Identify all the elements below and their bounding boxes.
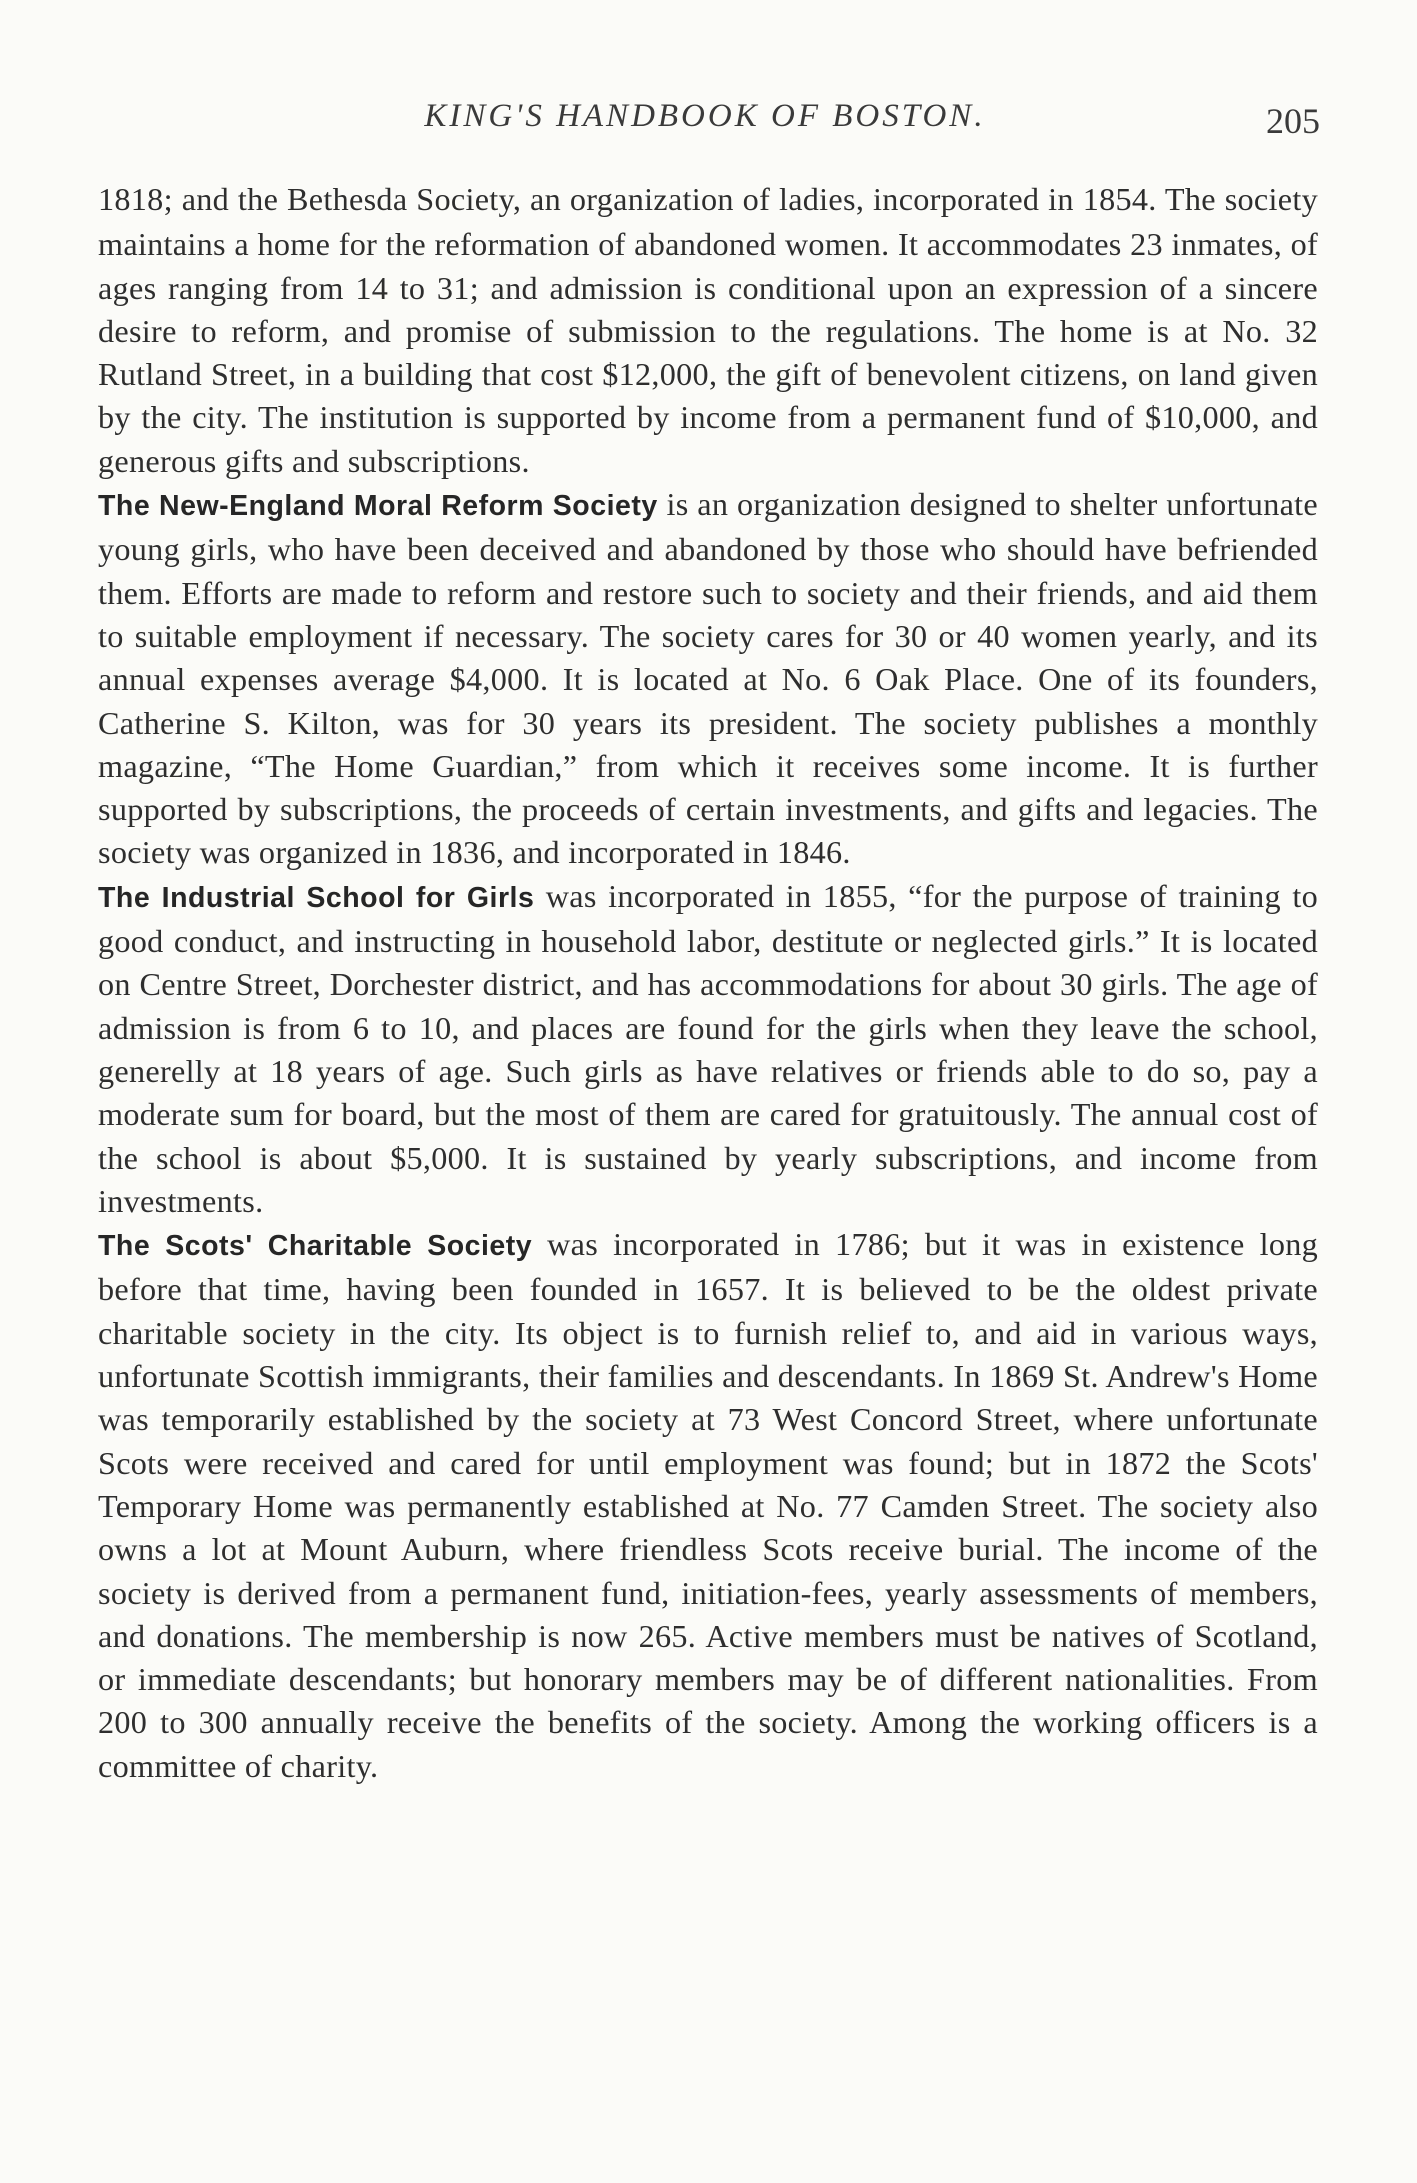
paragraph-text: was incorporated in 1855, “for the purpose of training to good conduct, and instructing in household labor, destitute or neglected girls.” It is located on Centre Street, Dorchester district, and has accommodations for about 30 girls. The age of admission is from 6 to 10, and places are found for the girls when they leave the school, generelly at 18 years of age. Such girls as have relatives or friends able to do so, pay a moderate sum for board, but the most of them are cared for gratuitously. The annual cost of the school is about $5,000. It is sustained by yearly subscriptions, and income from investments. (98, 877, 1319, 1219)
paragraph-scots-charitable-society (98, 1223, 1318, 1788)
paragraph-lead: The New-England Moral Reform Society (98, 490, 658, 523)
paragraph-moral-reform-society (98, 483, 1318, 875)
paragraph-text: 1818; and the Bethesda Society, an organization of ladies, incorporated in 1854. The society maintains a home for the reformation of abandoned women. It accommodates 23 inmates, of ages ranging from 14 to 31; and admission is conditional upon an expression of a sincere desire to reform, and promise of submission to the regulations. The home is at No. 32 Rutland Street, in a building that cost $12,000, the gift of benevolent citizens, on land given by the city. The institution is supported by income from a permanent fund of $10,000, and generous gifts and subscriptions. (98, 181, 1318, 479)
paragraph-bethesda (98, 178, 1318, 483)
page-header (90, 98, 1320, 148)
paragraph-text: was incorporated in 1786; but it was in existence long before that time, having been founded in 1657. It is believed to be the oldest private charitable society in the city. Its object is to furnish relief to, and aid in various ways, unfortunate Scottish immigrants, their families and descendants. In 1869 St. Andrew's Home was temporarily established by the society at 73 West Concord Street, where unfortunate Scots were received and cared for until employment was found; but in 1872 the Scots' Temporary Home was permanently established at No. 77 Camden Street. The society also owns a lot at Mount Auburn, where friendless Scots receive burial. The income of the society is derived from a permanent fund, initiation-fees, yearly assessments of members, and donations. The membership is now 265. Active members must be natives of Scotland, or immediate descendants; but honorary members may be of different nationalities. From 200 to 300 annually receive the benefits of the society. Among the working officers is a committee of charity. (98, 1226, 1319, 1784)
paragraph-industrial-school (98, 875, 1318, 1223)
paragraph-lead: The Scots' Charitable Society (98, 1230, 533, 1263)
page-number: 205 (1266, 101, 1320, 141)
paragraph-text: is an organization designed to shelter unfortunate young girls, who have been deceived and abandoned by those who should have befriended them. Efforts are made to reform and restore such to society and their friends, and aid them to suitable employment if necessary. The society cares for 30 or 40 women yearly, and its annual expenses average $4,000. It is located at No. 6 Oak Place. One of its founders, Catherine S. Kilton, was for 30 years its president. The society publishes a monthly magazine, “The Home Guardian,” from which it receives some income. It is further supported by subscriptions, the proceeds of certain investments, and gifts and legacies. The society was organized in 1836, and incorporated in 1846. (98, 486, 1319, 871)
paragraph-lead: The Industrial School for Girls (98, 881, 535, 914)
page-body (98, 178, 1318, 1788)
running-title: KING'S HANDBOOK OF BOSTON. (424, 98, 986, 134)
